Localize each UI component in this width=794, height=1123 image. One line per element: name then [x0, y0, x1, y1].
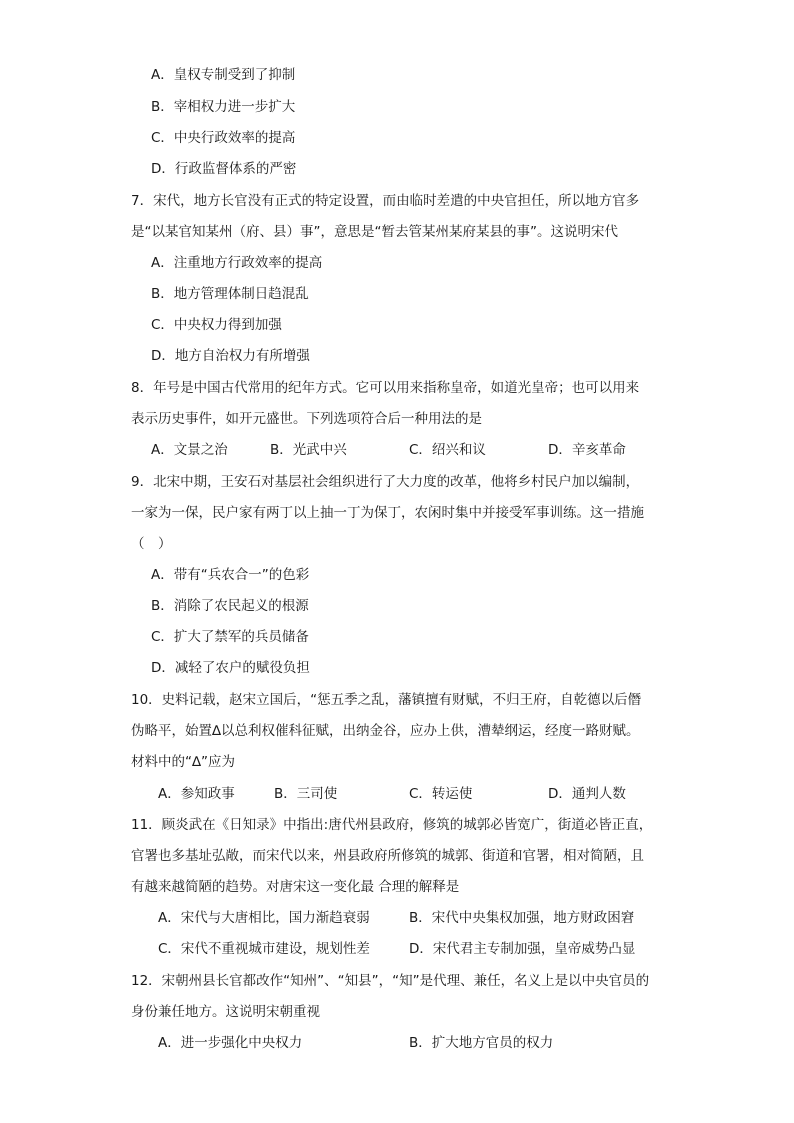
q11-option-c: C．宋代不重视城市建设，规划性差 [158, 941, 370, 957]
q11-option-a: A．宋代与大唐相比，国力渐趋衰弱 [158, 910, 370, 926]
q11-option-d: D．宋代君主专制加强，皇帝威势凸显 [409, 941, 636, 957]
q8-option-d: D．辛亥革命 [548, 442, 626, 458]
q10-stem-line-2: 伪略平，始置∆以总利权催科征赋，出纳金谷，应办上供，漕辇纲运，经度一路财赋。 [131, 723, 640, 739]
q8-stem-line-1: 8．年号是中国古代常用的纪年方式。它可以用来指称皇帝，如道光皇帝；也可以用来 [131, 380, 640, 396]
q8-option-a: A．文景之治 [151, 442, 228, 458]
q10-stem-line-1: 10．史料记载，赵宋立国后，“惩五季之乱，藩镇擅有财赋，不归王府，自乾德以后僭 [131, 692, 642, 708]
q7-stem-line-2: 是“以某官知某州（府、县）事”，意思是“暂去管某州某府某县的事”。这说明宋代 [131, 224, 618, 240]
q11-option-b: B．宋代中央集权加强，地方财政困窘 [409, 910, 635, 926]
q11-stem-line-3: 有越来越简陋的趋势。对唐宋这一变化最 合理的解释是 [131, 879, 460, 895]
q9-option-d: D．减轻了农户的赋役负担 [151, 660, 310, 676]
q10-option-c: C．转运使 [409, 786, 473, 802]
q10-option-b: B．三司使 [274, 786, 338, 802]
q10-option-d: D．通判人数 [548, 786, 626, 802]
q7-option-b: B．地方管理体制日趋混乱 [151, 286, 309, 302]
q7-option-a: A．注重地方行政效率的提高 [151, 255, 323, 271]
q11-stem-line-1: 11．顾炎武在《日知录》中指出:唐代州县政府，修筑的城郭必皆宽广，街道必皆正直， [131, 817, 653, 833]
q8-option-c: C．绍兴和议 [409, 442, 486, 458]
q8-stem-line-2: 表示历史事件，如开元盛世。下列选项符合后一种用法的是 [131, 411, 482, 427]
q9-answer-blank: （ ） [131, 536, 172, 552]
q9-option-a: A．带有“兵农合一”的色彩 [151, 567, 310, 583]
q12-option-b: B．扩大地方官员的权力 [409, 1035, 554, 1051]
q12-option-a: A．进一步强化中央权力 [158, 1035, 303, 1051]
q8-option-b: B．光武中兴 [270, 442, 347, 458]
q9-stem-line-1: 9．北宋中期，王安石对基层社会组织进行了大力度的改革，他将乡村民户加以编制， [131, 474, 640, 490]
q7-stem-line-1: 7．宋代，地方长官没有正式的特定设置，而由临时差遣的中央官担任，所以地方官多 [131, 193, 640, 209]
q6-option-b: B．宰相权力进一步扩大 [151, 99, 296, 115]
q7-option-c: C．中央权力得到加强 [151, 317, 282, 333]
q7-option-d: D．地方自治权力有所增强 [151, 348, 310, 364]
q9-option-b: B．消除了农民起义的根源 [151, 598, 309, 614]
q12-stem-line-1: 12．宋朝州县长官都改作“知州”、“知县”，“知”是代理、兼任，名义上是以中央官员的 [131, 973, 650, 989]
q10-stem-line-3: 材料中的“∆”应为 [131, 754, 236, 770]
q6-option-a: A．皇权专制受到了抑制 [151, 67, 296, 83]
q9-option-c: C．扩大了禁军的兵员储备 [151, 629, 309, 645]
q12-stem-line-2: 身份兼任地方。这说明宋朝重视 [131, 1004, 320, 1020]
q6-option-d: D．行政监督体系的严密 [151, 161, 297, 177]
q10-option-a: A．参知政事 [158, 786, 235, 802]
q6-option-c: C．中央行政效率的提高 [151, 130, 296, 146]
q9-stem-line-2: 一家为一保，民户家有两丁以上抽一丁为保丁，农闲时集中并接受军事训练。这一措施 [131, 505, 644, 521]
q11-stem-line-2: 官署也多基址弘敞，而宋代以来，州县政府所修筑的城郭、街道和官署，相对简陋，且 [131, 848, 644, 864]
